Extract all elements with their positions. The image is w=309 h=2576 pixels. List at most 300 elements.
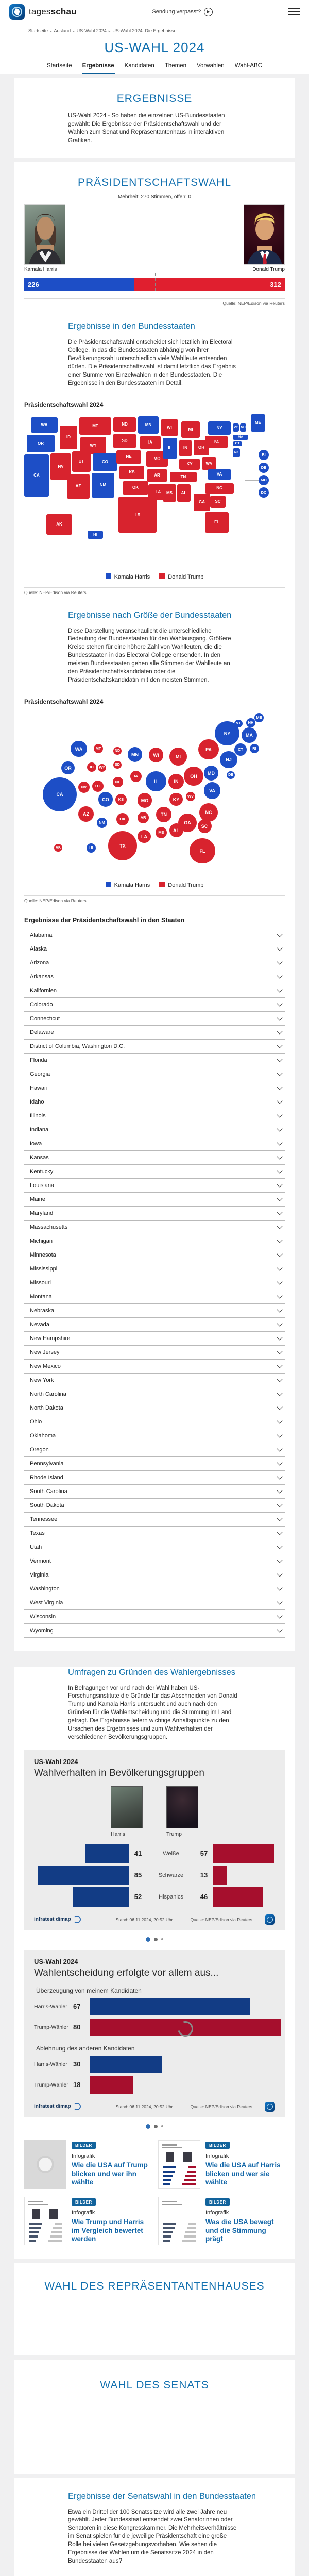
value-label: 18	[73, 2081, 81, 2089]
chart1-stand: Stand: 06.11.2024, 20:52 Uhr	[115, 1917, 173, 1922]
state-accordion-label: Vermont	[30, 1557, 51, 1564]
chevron-down-icon	[277, 973, 282, 978]
carousel-dot[interactable]	[161, 2125, 163, 2127]
state-accordion-row[interactable]	[24, 1039, 285, 1053]
map-state-MN[interactable]: MN	[138, 416, 159, 434]
breadcrumb-separator: ▸	[108, 30, 111, 33]
state-accordion-label: Ohio	[30, 1418, 42, 1425]
state-accordion-label: Kalifornien	[30, 987, 57, 994]
map-state-SD[interactable]: SD	[113, 434, 136, 448]
map-state-OR[interactable]: OR	[27, 435, 55, 452]
cartogram-state-IA[interactable]: IA	[130, 771, 142, 782]
category-label: Schwarze	[158, 1872, 184, 1878]
state-accordion-row[interactable]	[24, 1248, 285, 1262]
chevron-down-icon	[277, 1042, 282, 1048]
chevron-down-icon	[277, 1348, 282, 1354]
chevron-down-icon	[277, 1167, 282, 1173]
chevron-down-icon	[277, 1181, 282, 1187]
chart1-photos	[34, 1786, 275, 1837]
teaser-kicker: Infografik	[205, 2209, 229, 2216]
map-state-AR[interactable]: AR	[147, 469, 167, 482]
cartogram-state-OR[interactable]: OR	[61, 761, 74, 774]
card-senat	[14, 2360, 295, 2474]
state-accordion-row[interactable]	[24, 1582, 285, 1596]
carousel-dot[interactable]	[154, 2125, 158, 2128]
cartogram-state-IN[interactable]: IN	[168, 774, 184, 789]
chart2-row	[34, 2055, 275, 2074]
state-accordion-row[interactable]	[24, 1373, 285, 1387]
cartogram-state-WA[interactable]: WA	[71, 741, 87, 757]
candidate-trump	[244, 204, 285, 273]
state-accordion-row[interactable]	[24, 1456, 285, 1470]
cartogram-state-NM[interactable]: NM	[97, 818, 107, 828]
candidates-row	[14, 200, 295, 273]
map-state-NH[interactable]: NH	[240, 423, 246, 432]
cartogram-state-MS[interactable]: MS	[156, 827, 167, 838]
state-accordion-row[interactable]	[24, 1470, 285, 1484]
menu-button[interactable]	[288, 8, 300, 15]
state-accordion-row[interactable]	[24, 1387, 285, 1401]
map-state-SC[interactable]: SC	[210, 496, 226, 508]
cartogram-state-OH[interactable]: OH	[184, 767, 203, 786]
cartogram-state-AR[interactable]: AR	[138, 812, 149, 823]
teaser-title[interactable]: Wie die USA auf Trump blicken und wer ihn wählte	[72, 2161, 148, 2187]
map-state-IL[interactable]: IL	[163, 438, 177, 459]
chevron-down-icon	[277, 1585, 282, 1590]
carousel-dot[interactable]	[154, 1938, 158, 1941]
map-source-note: Quelle: NEP/Edison via Reuters	[24, 587, 285, 595]
cartogram-state-TX[interactable]: TX	[108, 831, 138, 860]
teaser-thumbnail-chart-vergleich	[24, 2197, 66, 2245]
state-accordion-label: West Virginia	[30, 1599, 63, 1606]
state-accordion-label: Arizona	[30, 959, 49, 966]
map-section-text: Die Präsidentschaftswahl entscheidet sich letztlich im Electoral College, in das die Bundesstaaten abhängig von ihrer Bevölkerungszahl unterschiedlich viele Wahlleute entsenden dürfen. Die Präsidentschaftswahl ist damit letztlich das Ergebnis einer Summe von Einzelwahlen in den Bundesstaaten. Die Ergebnisse in den Bundesstaaten im Detail.	[68, 339, 236, 386]
trump-value: 46	[200, 1893, 208, 1901]
state-accordion-row[interactable]	[24, 1276, 285, 1290]
map-state-IA[interactable]: IA	[140, 436, 161, 449]
cartogram-state-ND[interactable]: ND	[113, 747, 122, 755]
state-accordion-row[interactable]	[24, 1415, 285, 1429]
breadcrumb-separator: ▸	[50, 30, 52, 33]
value-label: 80	[73, 2023, 81, 2031]
carousel-dot-active[interactable]	[146, 2124, 150, 2129]
cartogram-state-ID[interactable]: ID	[87, 762, 96, 772]
teaser-thumbnail-logo	[24, 2140, 66, 2189]
state-accordion-label: Kansas	[30, 1154, 49, 1161]
chevron-down-icon	[277, 1599, 282, 1604]
tab-themen[interactable]: Themen	[164, 63, 186, 69]
trump-ev-bar: 312	[134, 278, 285, 291]
us-states-map[interactable]	[24, 414, 285, 568]
state-accordion-row[interactable]	[24, 1234, 285, 1248]
state-accordion-row[interactable]	[24, 1025, 285, 1039]
state-accordion-row[interactable]	[24, 1262, 285, 1276]
state-accordion-row[interactable]	[24, 1540, 285, 1554]
bar-track	[90, 2019, 281, 2036]
state-accordion-label: Michigan	[30, 1238, 53, 1244]
state-accordion-label: Iowa	[30, 1140, 42, 1147]
map-state-NM[interactable]: NM	[92, 473, 114, 498]
infratest-dimap-logo: infratest dimap	[34, 2103, 81, 2110]
chevron-down-icon	[277, 987, 282, 992]
trump-photo	[244, 204, 285, 265]
harris-small-label: Harris	[111, 1831, 125, 1837]
trump-bar	[213, 1866, 227, 1885]
cartogram-state-HI[interactable]: HI	[87, 843, 96, 853]
chevron-down-icon	[277, 1154, 282, 1159]
map-state-TX[interactable]: TX	[118, 497, 157, 533]
state-accordion-label: North Carolina	[30, 1391, 66, 1397]
cartogram-state-RI[interactable]: RI	[250, 744, 259, 753]
cartogram-state-DE[interactable]: DE	[227, 771, 235, 779]
map-state-NV[interactable]: NV	[50, 453, 71, 480]
cartogram-state-VT[interactable]: VT	[234, 720, 243, 728]
chart2-group-label: Ablehnung des anderen Kandidaten	[36, 2044, 135, 2052]
cartogram-state-AZ[interactable]: AZ	[78, 806, 94, 822]
teaser-title[interactable]: Wie Trump und Harris im Vergleich bewertet werden	[72, 2217, 144, 2243]
cartogram-state-NC[interactable]: NC	[199, 803, 218, 822]
teaser-text	[72, 2140, 151, 2189]
map-legend-item: Kamala Harris	[106, 573, 150, 580]
top-bar	[0, 0, 309, 24]
state-accordion-label: South Carolina	[30, 1488, 67, 1495]
cartogram-state-SD[interactable]: SD	[113, 761, 122, 769]
cartogram-state-SC[interactable]: SC	[198, 819, 212, 833]
map-state-WV[interactable]: WV	[202, 457, 216, 470]
map-state-OH[interactable]: OH	[194, 440, 209, 455]
map-state-WI[interactable]: WI	[161, 419, 178, 436]
chevron-down-icon	[277, 1209, 282, 1215]
cartogram-state-OK[interactable]: OK	[116, 813, 129, 825]
tagesschau-wordmark: tagesschau	[29, 7, 77, 16]
state-accordion-row[interactable]	[24, 956, 285, 970]
state-accordion-row[interactable]	[24, 1206, 285, 1220]
cartogram-state-CA[interactable]: CA	[43, 777, 77, 811]
voter-group-label: Harris-Wähler	[34, 2061, 67, 2067]
map-state-OK[interactable]: OK	[123, 481, 148, 495]
state-accordion-row[interactable]	[24, 970, 285, 984]
chart2-stand: Stand: 06.11.2024, 20:52 Uhr	[115, 2104, 173, 2109]
map-state-WY[interactable]: WY	[80, 437, 106, 454]
state-accordion-row[interactable]	[24, 1137, 285, 1150]
card-repraesentantenhaus	[14, 2263, 295, 2355]
teaser-item[interactable]	[24, 2197, 151, 2245]
cartogram-state-PA[interactable]: PA	[198, 739, 218, 759]
cartogram-state-NH[interactable]: NH	[246, 718, 255, 727]
state-accordion-label: New York	[30, 1377, 54, 1383]
cartogram-state-AL[interactable]: AL	[169, 823, 183, 837]
map-state-DE[interactable]: DE	[259, 463, 269, 473]
state-accordion-label: District of Columbia, Washington D.C.	[30, 1043, 125, 1049]
breadcrumb-item[interactable]: Startseite	[28, 28, 48, 33]
breadcrumb	[0, 27, 309, 38]
map-state-HI[interactable]: HI	[88, 531, 103, 539]
state-accordion-row[interactable]	[24, 1429, 285, 1443]
chevron-down-icon	[277, 1251, 282, 1257]
harris-value: 85	[134, 1871, 142, 1879]
map-state-GA[interactable]: GA	[194, 494, 210, 511]
state-accordion-row[interactable]	[24, 1568, 285, 1582]
cartogram-state-MD[interactable]: MD	[204, 766, 218, 780]
us-states-cartogram[interactable]	[24, 710, 285, 876]
breadcrumb-item[interactable]: Ausland	[54, 28, 71, 33]
repraesentantenhaus-heading: WAHL DES REPRÄSENTANTENHAUSES	[44, 2280, 265, 2292]
map-state-AK[interactable]: AK	[46, 514, 72, 535]
carousel-dot[interactable]	[161, 1938, 163, 1940]
chevron-down-icon	[277, 1543, 282, 1549]
teaser-badge: BILDER	[205, 2142, 230, 2149]
map-state-CA[interactable]: CA	[24, 454, 49, 497]
chevron-down-icon	[277, 1418, 282, 1423]
harris-name: Kamala Harris	[24, 267, 57, 273]
state-accordion-row[interactable]	[24, 1067, 285, 1081]
infratest-dimap-logo: infratest dimap	[34, 1916, 81, 1923]
state-accordion-row[interactable]	[24, 1443, 285, 1456]
tab-kandidaten[interactable]: Kandidaten	[124, 63, 154, 69]
cartogram-state-MN[interactable]: MN	[128, 747, 142, 761]
map-state-ND[interactable]: ND	[113, 417, 136, 432]
cartogram-legend-item: Donald Trump	[159, 882, 203, 888]
cartogram-state-MI[interactable]: MI	[169, 748, 187, 766]
state-accordion-row[interactable]	[24, 1095, 285, 1109]
cartogram-state-ME[interactable]: ME	[254, 713, 264, 722]
harris-value: 52	[134, 1893, 142, 1901]
tab-ergebnisse[interactable]: Ergebnisse	[82, 61, 115, 74]
chart1-kicker: US-Wahl 2024	[34, 1757, 78, 1766]
state-accordion-label: Utah	[30, 1544, 42, 1550]
map-state-NY[interactable]: NY	[208, 421, 231, 435]
state-accordion-label: Rhode Island	[30, 1474, 63, 1481]
map-state-LA[interactable]: LA	[148, 484, 168, 500]
trump-bar	[90, 2076, 133, 2094]
map-state-MO[interactable]: MO	[146, 451, 168, 467]
state-accordion-row[interactable]	[24, 1596, 285, 1609]
cartogram-state-CO[interactable]: CO	[98, 792, 113, 806]
chevron-down-icon	[277, 1557, 282, 1563]
cartogram-state-VA[interactable]: VA	[204, 782, 220, 799]
chevron-down-icon	[277, 945, 282, 951]
map-state-PA[interactable]: PA	[205, 436, 228, 448]
state-accordion-label: Montana	[30, 1293, 52, 1300]
sendung-verpasst-link[interactable]	[152, 8, 213, 16]
map-state-UT[interactable]: UT	[72, 451, 91, 472]
state-accordion-row[interactable]	[24, 1109, 285, 1123]
map-state-KY[interactable]: KY	[179, 459, 200, 470]
states-accordion	[24, 928, 285, 1638]
bar-track	[90, 1998, 275, 2015]
teaser-title[interactable]: Wie die USA auf Harris blicken und wer sie wählte	[205, 2161, 281, 2187]
state-accordion-row[interactable]	[24, 1053, 285, 1067]
state-accordion-row[interactable]	[24, 984, 285, 997]
senatswahl-text: Etwa ein Drittel der 100 Senatssitze wird alle zwei Jahre neu gewählt. Jeder Bundesstaat entsendet zwei Senatorinnen oder Senatoren in diese Kongresskammer. Die Mehrheitsverhältnisse im Senat spielen für die jeweilige Präsidentschaft eine große Rolle bei vielen Gesetzgebungsvorhaben. Wie sehen die Ergebnisse der Wahlen um die Senatssitze 2024 in den Bundesstaaten aus?	[68, 2509, 237, 2564]
cartogram-state-AK[interactable]: AK	[54, 844, 62, 852]
state-accordion-row[interactable]	[24, 1081, 285, 1095]
state-accordion-row[interactable]	[24, 1359, 285, 1373]
map-state-CO[interactable]: CO	[93, 453, 117, 471]
map-state-MS[interactable]: MS	[163, 484, 176, 502]
teaser-item[interactable]	[158, 2140, 285, 2189]
chevron-down-icon	[277, 1613, 282, 1618]
cartogram-state-IL[interactable]: IL	[146, 771, 166, 791]
state-accordion-row[interactable]	[24, 1178, 285, 1192]
state-accordion-row[interactable]	[24, 928, 285, 942]
map-state-NE[interactable]: NE	[116, 450, 141, 464]
teaser-kicker: Infografik	[72, 2153, 95, 2159]
map-state-NJ[interactable]: NJ	[233, 448, 240, 457]
chevron-down-icon	[277, 1084, 282, 1090]
map-state-TN[interactable]: TN	[170, 472, 197, 482]
chevron-down-icon	[277, 1446, 282, 1451]
state-accordion-row[interactable]	[24, 1011, 285, 1025]
chevron-down-icon	[277, 1195, 282, 1201]
map-state-VT[interactable]: VT	[233, 423, 239, 432]
state-accordion-row[interactable]	[24, 1303, 285, 1317]
state-accordion-label: Tennessee	[30, 1516, 58, 1522]
map-state-KS[interactable]: KS	[119, 466, 144, 479]
chevron-down-icon	[277, 931, 282, 937]
chart1-row-Weiße	[34, 1843, 275, 1864]
map-state-ID[interactable]: ID	[60, 426, 77, 449]
harris-bar	[85, 1844, 129, 1863]
cartogram-state-MA[interactable]: MA	[242, 727, 257, 743]
cartogram-state-GA[interactable]: GA	[178, 814, 197, 832]
cartogram-chart-label: Präsidentschaftswahl 2024	[24, 698, 104, 705]
cartogram-state-KS[interactable]: KS	[115, 794, 127, 805]
state-accordion-row[interactable]	[24, 997, 285, 1011]
cartogram-state-TN[interactable]: TN	[156, 807, 171, 822]
state-accordion-row[interactable]	[24, 1498, 285, 1512]
map-state-CT[interactable]: CT	[233, 441, 242, 446]
page-title: US-WAHL 2024	[104, 40, 205, 55]
map-state-AZ[interactable]: AZ	[67, 474, 90, 499]
state-accordion-label: Wyoming	[30, 1627, 54, 1634]
ergebnisse-intro-text: US-Wahl 2024 - So haben die einzelnen US-Bundesstaaten gewählt: Die Ergebnisse der Präsidentschaftswahl und der Wahlen zum Senat und Repräsentantenhaus in interaktiven Grafiken.	[68, 113, 225, 144]
trump-small-photo	[166, 1786, 198, 1828]
tab-wahl-abc[interactable]: Wahl-ABC	[234, 63, 262, 69]
cartogram-state-LA[interactable]: LA	[138, 830, 150, 843]
cartogram-state-UT[interactable]: UT	[92, 781, 104, 792]
state-accordion-row[interactable]	[24, 1526, 285, 1540]
cartogram-state-NE[interactable]: NE	[113, 777, 123, 787]
map-state-RI[interactable]: RI	[259, 450, 269, 460]
map-state-ME[interactable]: ME	[251, 414, 265, 432]
tab-nav	[0, 61, 309, 74]
teaser-title[interactable]: Was die USA bewegt und die Stimmung prägt	[205, 2217, 274, 2243]
map-state-IN[interactable]: IN	[179, 440, 192, 456]
teaser-text	[205, 2197, 285, 2245]
senat-heading: WAHL DES SENATS	[100, 2379, 209, 2391]
cartogram-state-CT[interactable]: CT	[234, 743, 247, 756]
state-accordion-row[interactable]	[24, 1609, 285, 1623]
senatswahl-heading: Ergebnisse der Senatswahl in den Bundesstaaten	[68, 2491, 256, 2501]
cartogram-state-WI[interactable]: WI	[149, 748, 163, 762]
trump-bar	[213, 1887, 263, 1907]
cartogram-legend-item: Kamala Harris	[106, 882, 150, 888]
tab-startseite[interactable]: Startseite	[47, 63, 72, 69]
map-state-FL[interactable]: FL	[205, 512, 229, 533]
cartogram-state-MT[interactable]: MT	[94, 744, 103, 753]
state-accordion-row[interactable]	[24, 1623, 285, 1638]
harris-ev-bar: 226	[24, 278, 134, 291]
state-accordion-row[interactable]	[24, 1331, 285, 1345]
state-accordion-row[interactable]	[24, 1220, 285, 1234]
cartogram-state-WY[interactable]: WY	[98, 764, 106, 772]
map-state-DC[interactable]: DC	[259, 487, 269, 498]
breadcrumb-item[interactable]: US-Wahl 2024: Die Ergebnisse	[112, 28, 177, 33]
map-connector-line	[245, 480, 259, 481]
cartogram-state-NY[interactable]: NY	[215, 721, 239, 746]
map-state-AL[interactable]: AL	[177, 484, 191, 502]
map-state-NC[interactable]: NC	[205, 483, 234, 494]
majority-marker	[155, 273, 156, 291]
cartogram-state-WV[interactable]: WV	[186, 792, 195, 801]
cartogram-state-KY[interactable]: KY	[169, 793, 182, 806]
chevron-down-icon	[277, 1473, 282, 1479]
map-state-MA[interactable]: MA	[233, 435, 248, 440]
teaser-item[interactable]	[24, 2140, 151, 2189]
teaser-item[interactable]	[158, 2197, 285, 2245]
harris-bar	[73, 1887, 129, 1907]
chart2-group-label: Überzeugung von meinem Kandidaten	[36, 1987, 142, 1994]
state-accordion-row[interactable]	[24, 1554, 285, 1568]
state-accordion-label: Pennsylvania	[30, 1460, 64, 1467]
sendung-verpasst-label: Sendung verpasst?	[152, 9, 201, 15]
state-accordion-row[interactable]	[24, 1345, 285, 1359]
cartogram-source-note: Quelle: NEP/Edison via Reuters	[24, 895, 285, 903]
map-state-MI[interactable]: MI	[181, 421, 200, 438]
breadcrumb-item[interactable]: US-Wahl 2024	[76, 28, 107, 33]
state-accordion-row[interactable]	[24, 942, 285, 956]
tagesschau-app-icon	[265, 1914, 275, 1925]
map-state-MT[interactable]: MT	[79, 417, 111, 435]
chevron-down-icon	[277, 1626, 282, 1632]
state-accordion-row[interactable]	[24, 1164, 285, 1178]
carousel-dots-1	[14, 1937, 295, 1942]
state-accordion-row[interactable]	[24, 1290, 285, 1303]
carousel-dot-active[interactable]	[146, 1937, 150, 1942]
teaser-kicker: Infografik	[72, 2209, 95, 2216]
state-accordion-row[interactable]	[24, 1512, 285, 1526]
state-accordion-row[interactable]	[24, 1192, 285, 1206]
cartogram-state-MO[interactable]: MO	[138, 793, 152, 807]
teaser-thumbnail-chart-profil	[158, 2140, 200, 2189]
state-accordion-label: Idaho	[30, 1098, 44, 1105]
map-state-VA[interactable]: VA	[208, 469, 231, 480]
state-accordion-row[interactable]	[24, 1401, 285, 1415]
state-accordion-row[interactable]	[24, 1123, 285, 1137]
teaser-text	[205, 2140, 285, 2189]
tab-vorwahlen[interactable]: Vorwahlen	[197, 63, 225, 69]
chevron-down-icon	[277, 1070, 282, 1076]
chart2-row	[34, 2076, 275, 2094]
cartogram-state-NJ[interactable]: NJ	[220, 751, 237, 769]
voter-group-label: Trump-Wähler	[34, 2024, 68, 2030]
chart1-row-Schwarze	[34, 1865, 275, 1886]
chevron-down-icon	[277, 1098, 282, 1104]
cartogram-state-FL[interactable]: FL	[190, 838, 215, 863]
state-accordion-row[interactable]	[24, 1484, 285, 1498]
state-accordion-row[interactable]	[24, 1150, 285, 1164]
state-accordion-row[interactable]	[24, 1317, 285, 1331]
teaser-badge: BILDER	[72, 2142, 96, 2149]
chevron-down-icon	[277, 1487, 282, 1493]
chart2-title: Wahlentscheidung erfolgte vor allem aus...	[34, 1967, 219, 1978]
tagesschau-logo[interactable]	[9, 4, 77, 20]
chart2-row	[34, 2018, 275, 2037]
map-state-MD[interactable]: MD	[259, 475, 269, 485]
cartogram-state-NV[interactable]: NV	[78, 782, 90, 793]
map-state-WA[interactable]: WA	[31, 417, 58, 433]
